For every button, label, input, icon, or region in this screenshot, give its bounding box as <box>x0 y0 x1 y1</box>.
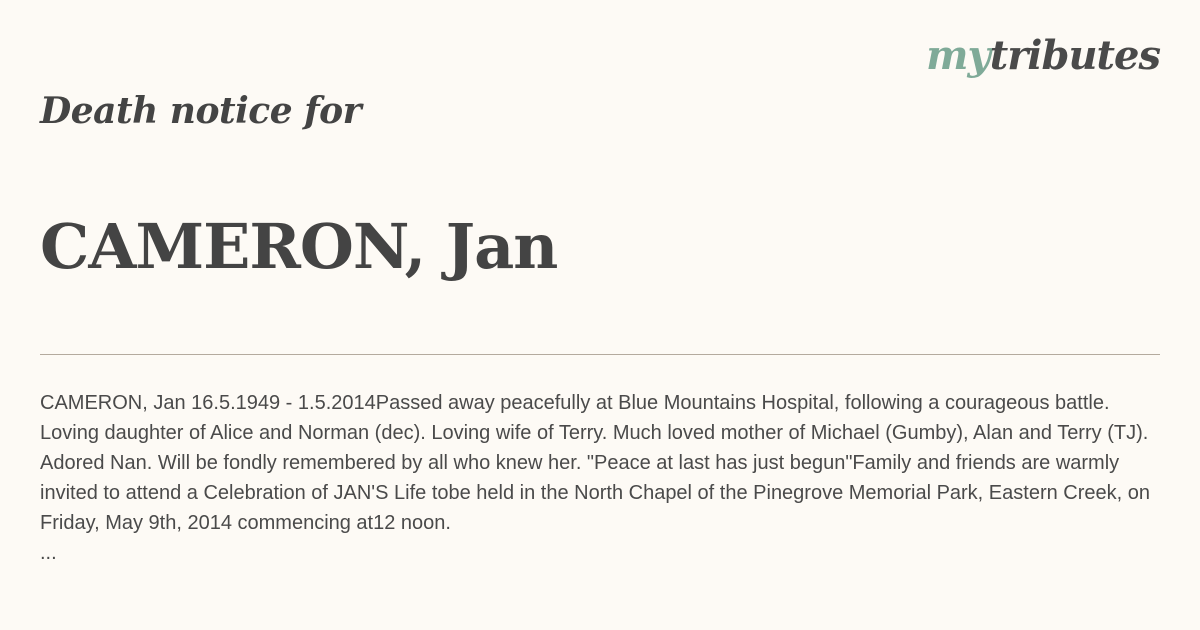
truncation-ellipsis: ... <box>40 542 57 564</box>
logo-my: my <box>926 32 990 79</box>
logo-tributes: tributes <box>989 32 1160 79</box>
notice-body: CAMERON, Jan 16.5.1949 - 1.5.2014Passed away peacefully at Blue Mountains Hospital, following a courageous battle. Loving daughter of Alice and Norman (dec). Loving wife of Terry. Much loved mother of Michael (Gumby), Alan and Terry (TJ). Adored Nan. Will be fondly remembered by all who knew her. "Peace at last has just begun"Family and friends are warmly invited to attend a Celebration of JAN'S Life tobe held in the North Chapel of the Pinegrove Memorial Park, Eastern Creek, on Friday, May 9th, 2014 commencing at12 noon. <box>40 392 1150 534</box>
notice-subtitle: Death notice for <box>40 90 362 132</box>
mytributes-logo[interactable] <box>926 32 1160 79</box>
deceased-name: CAMERON, Jan <box>40 210 558 283</box>
divider <box>40 354 1160 355</box>
